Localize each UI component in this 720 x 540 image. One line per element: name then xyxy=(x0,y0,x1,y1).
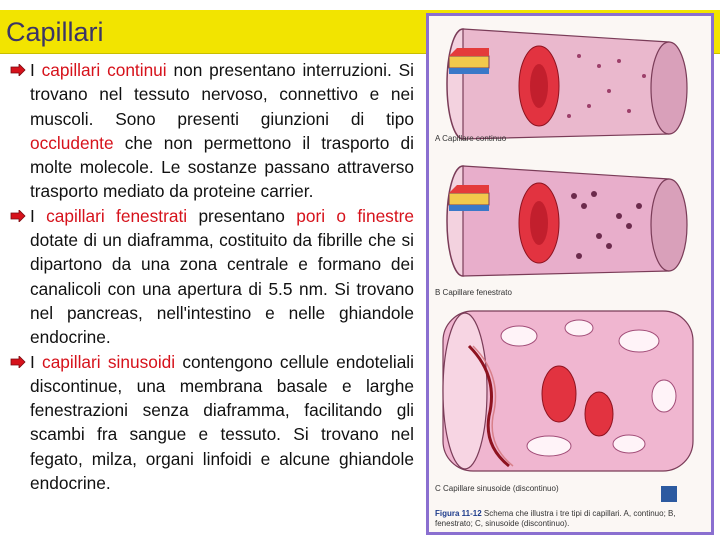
figure-label-c: C Capillare sinusoide (discontinuo) xyxy=(435,484,559,493)
capillary-a-drawing xyxy=(447,29,687,139)
bullet-text: I xyxy=(30,205,47,226)
figure-caption-title: Figura 11-12 xyxy=(435,509,482,518)
figure-label-b: B Capillare fenestrato xyxy=(435,288,512,297)
highlight-term: occludente xyxy=(30,132,114,153)
highlight-term: capillari sinusoidi xyxy=(42,351,176,372)
capillary-figure xyxy=(426,13,714,535)
capillary-c-drawing xyxy=(443,311,693,471)
figure-caption xyxy=(435,509,711,529)
capillary-illustration xyxy=(429,16,711,532)
figure-caption-text: Schema che illustra i tre tipi di capillari. A, continuo; B, fenestrato; C, sinusoide (discontinuo). xyxy=(435,509,676,528)
arrow-right-icon xyxy=(10,210,26,222)
capillary-b-drawing xyxy=(447,166,687,276)
bullet-text: contengono cellule endoteliali discontinue, una membrana basale e larghe fenestrazioni senza diaframma, facilitando gli scambi fra sangue e tessuto. Si trovano nel fegato, milza, organi linfoidi e alcune ghiandole endocrine. xyxy=(30,351,414,494)
text-column xyxy=(10,58,414,495)
highlight-term: capillari fenestrati xyxy=(46,205,188,226)
highlight-term: capillari continui xyxy=(41,60,167,80)
bullet-fenestrated xyxy=(10,204,414,350)
arrow-right-icon xyxy=(10,356,26,368)
bullet-text: non presentano interruzioni. Si trovano nel tessuto nervoso, connettivo e nei muscoli. Sono presenti giunzioni di tipo xyxy=(30,60,414,129)
page-title: Capillari xyxy=(6,17,104,47)
arrow-right-icon xyxy=(10,64,26,76)
bullet-continuous xyxy=(10,58,414,204)
bullet-text: dotate di un diaframma, costituito da fibrille che si dipartono da una zona centrale e formano dei canalicoli con una apertura di 5.5 nm. Si trovano nel pancreas, nell'intestino e nelle ghiandole endocrine. xyxy=(30,230,414,348)
bullet-text: che non permettono il trasporto di molte molecole. Le sostanze passano attraverso trasporto mediato da proteine carrier. xyxy=(30,132,414,202)
figure-label-a: A Capillare continuo xyxy=(435,134,507,143)
bullet-text: I xyxy=(30,60,42,80)
bullet-text: presentano xyxy=(187,205,297,226)
bullet-sinusoid xyxy=(10,350,414,496)
publisher-logo xyxy=(661,486,677,502)
highlight-term: pori o finestre xyxy=(296,205,414,226)
bullet-text: I xyxy=(30,351,43,372)
